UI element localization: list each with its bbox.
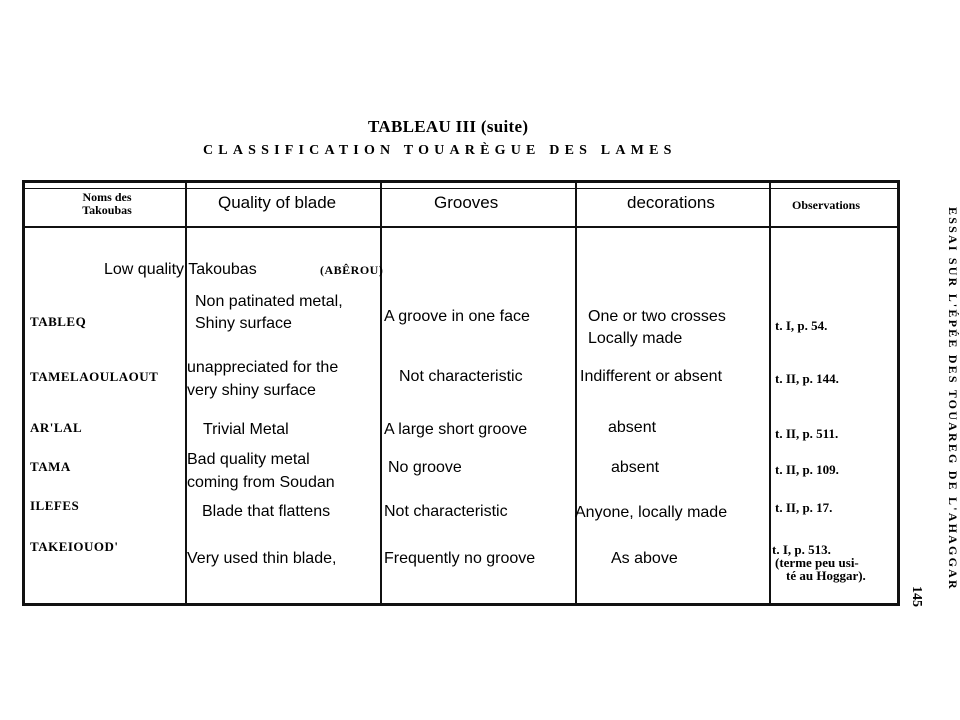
row-name: TAMA: [30, 459, 71, 474]
classification-table: [22, 180, 900, 606]
row-decorations: Indifferent or absent: [580, 368, 723, 385]
column-header-names-text: Noms des Takoubas: [82, 190, 132, 217]
row-decorations: One or two crosses: [588, 308, 726, 325]
row-name: TABLEQ: [30, 314, 87, 329]
row-decorations: absent: [611, 459, 660, 476]
row-quality: Shiny surface: [195, 315, 292, 332]
row-decorations: Locally made: [588, 330, 683, 347]
column-header-decorations: decorations: [627, 193, 715, 212]
row-observation: t. II, p. 511.: [775, 426, 839, 441]
table-title: TABLEAU III (suite): [368, 117, 529, 136]
column-header-observations: Observations: [792, 198, 861, 212]
running-title: ESSAI SUR L'ÉPÉE DES TOUAREG DE L'AHAGGAR: [946, 207, 960, 591]
section-label: Low quality Takoubas: [104, 261, 257, 278]
row-quality: coming from Soudan: [187, 474, 335, 491]
row-grooves: A groove in one face: [384, 308, 530, 325]
table-subtitle: CLASSIFICATION TOUARÈGUE DES LAMES: [203, 143, 677, 158]
column-separator: [380, 180, 382, 606]
row-observation: t. I, p. 54.: [775, 318, 828, 333]
row-grooves: A large short groove: [384, 421, 528, 438]
row-observation: (terme peu usi-: [775, 555, 859, 570]
row-quality: Very used thin blade,: [187, 550, 337, 567]
table-right-border: [897, 180, 900, 606]
row-decorations: Anyone, locally made: [575, 504, 728, 521]
row-observation: t. II, p. 17.: [775, 500, 833, 515]
row-quality: unappreciated for the: [187, 359, 339, 376]
column-separator: [575, 180, 577, 606]
column-header-names: [62, 191, 152, 217]
row-name: TAKEIOUOD': [30, 539, 119, 554]
row-quality: Non patinated metal,: [195, 293, 343, 310]
row-name: ILEFES: [30, 498, 80, 513]
column-header-quality: Quality of blade: [218, 193, 337, 212]
row-quality: very shiny surface: [187, 382, 316, 399]
row-grooves: No groove: [388, 459, 462, 476]
page-number: 145: [909, 586, 924, 607]
row-observation: t. II, p. 109.: [775, 462, 839, 477]
row-quality: Blade that flattens: [202, 503, 331, 520]
section-tag: (ABÊROU): [320, 263, 384, 277]
row-decorations: absent: [608, 419, 657, 436]
row-observation: t. II, p. 144.: [775, 371, 839, 386]
row-observation: t. I, p. 513.: [772, 542, 831, 557]
row-name: TAMELAOULAOUT: [30, 369, 159, 384]
row-quality: Bad quality metal: [187, 451, 310, 468]
table-left-border: [22, 180, 25, 606]
row-name: AR'LAL: [30, 420, 83, 435]
row-grooves: Frequently no groove: [384, 550, 536, 567]
row-grooves: Not characteristic: [399, 368, 523, 385]
column-separator: [769, 180, 771, 606]
row-decorations: As above: [611, 550, 678, 567]
column-header-grooves: Grooves: [434, 193, 499, 212]
row-grooves: Not characteristic: [384, 503, 508, 520]
row-quality: Trivial Metal: [203, 421, 289, 438]
row-observation: té au Hoggar).: [786, 568, 866, 583]
